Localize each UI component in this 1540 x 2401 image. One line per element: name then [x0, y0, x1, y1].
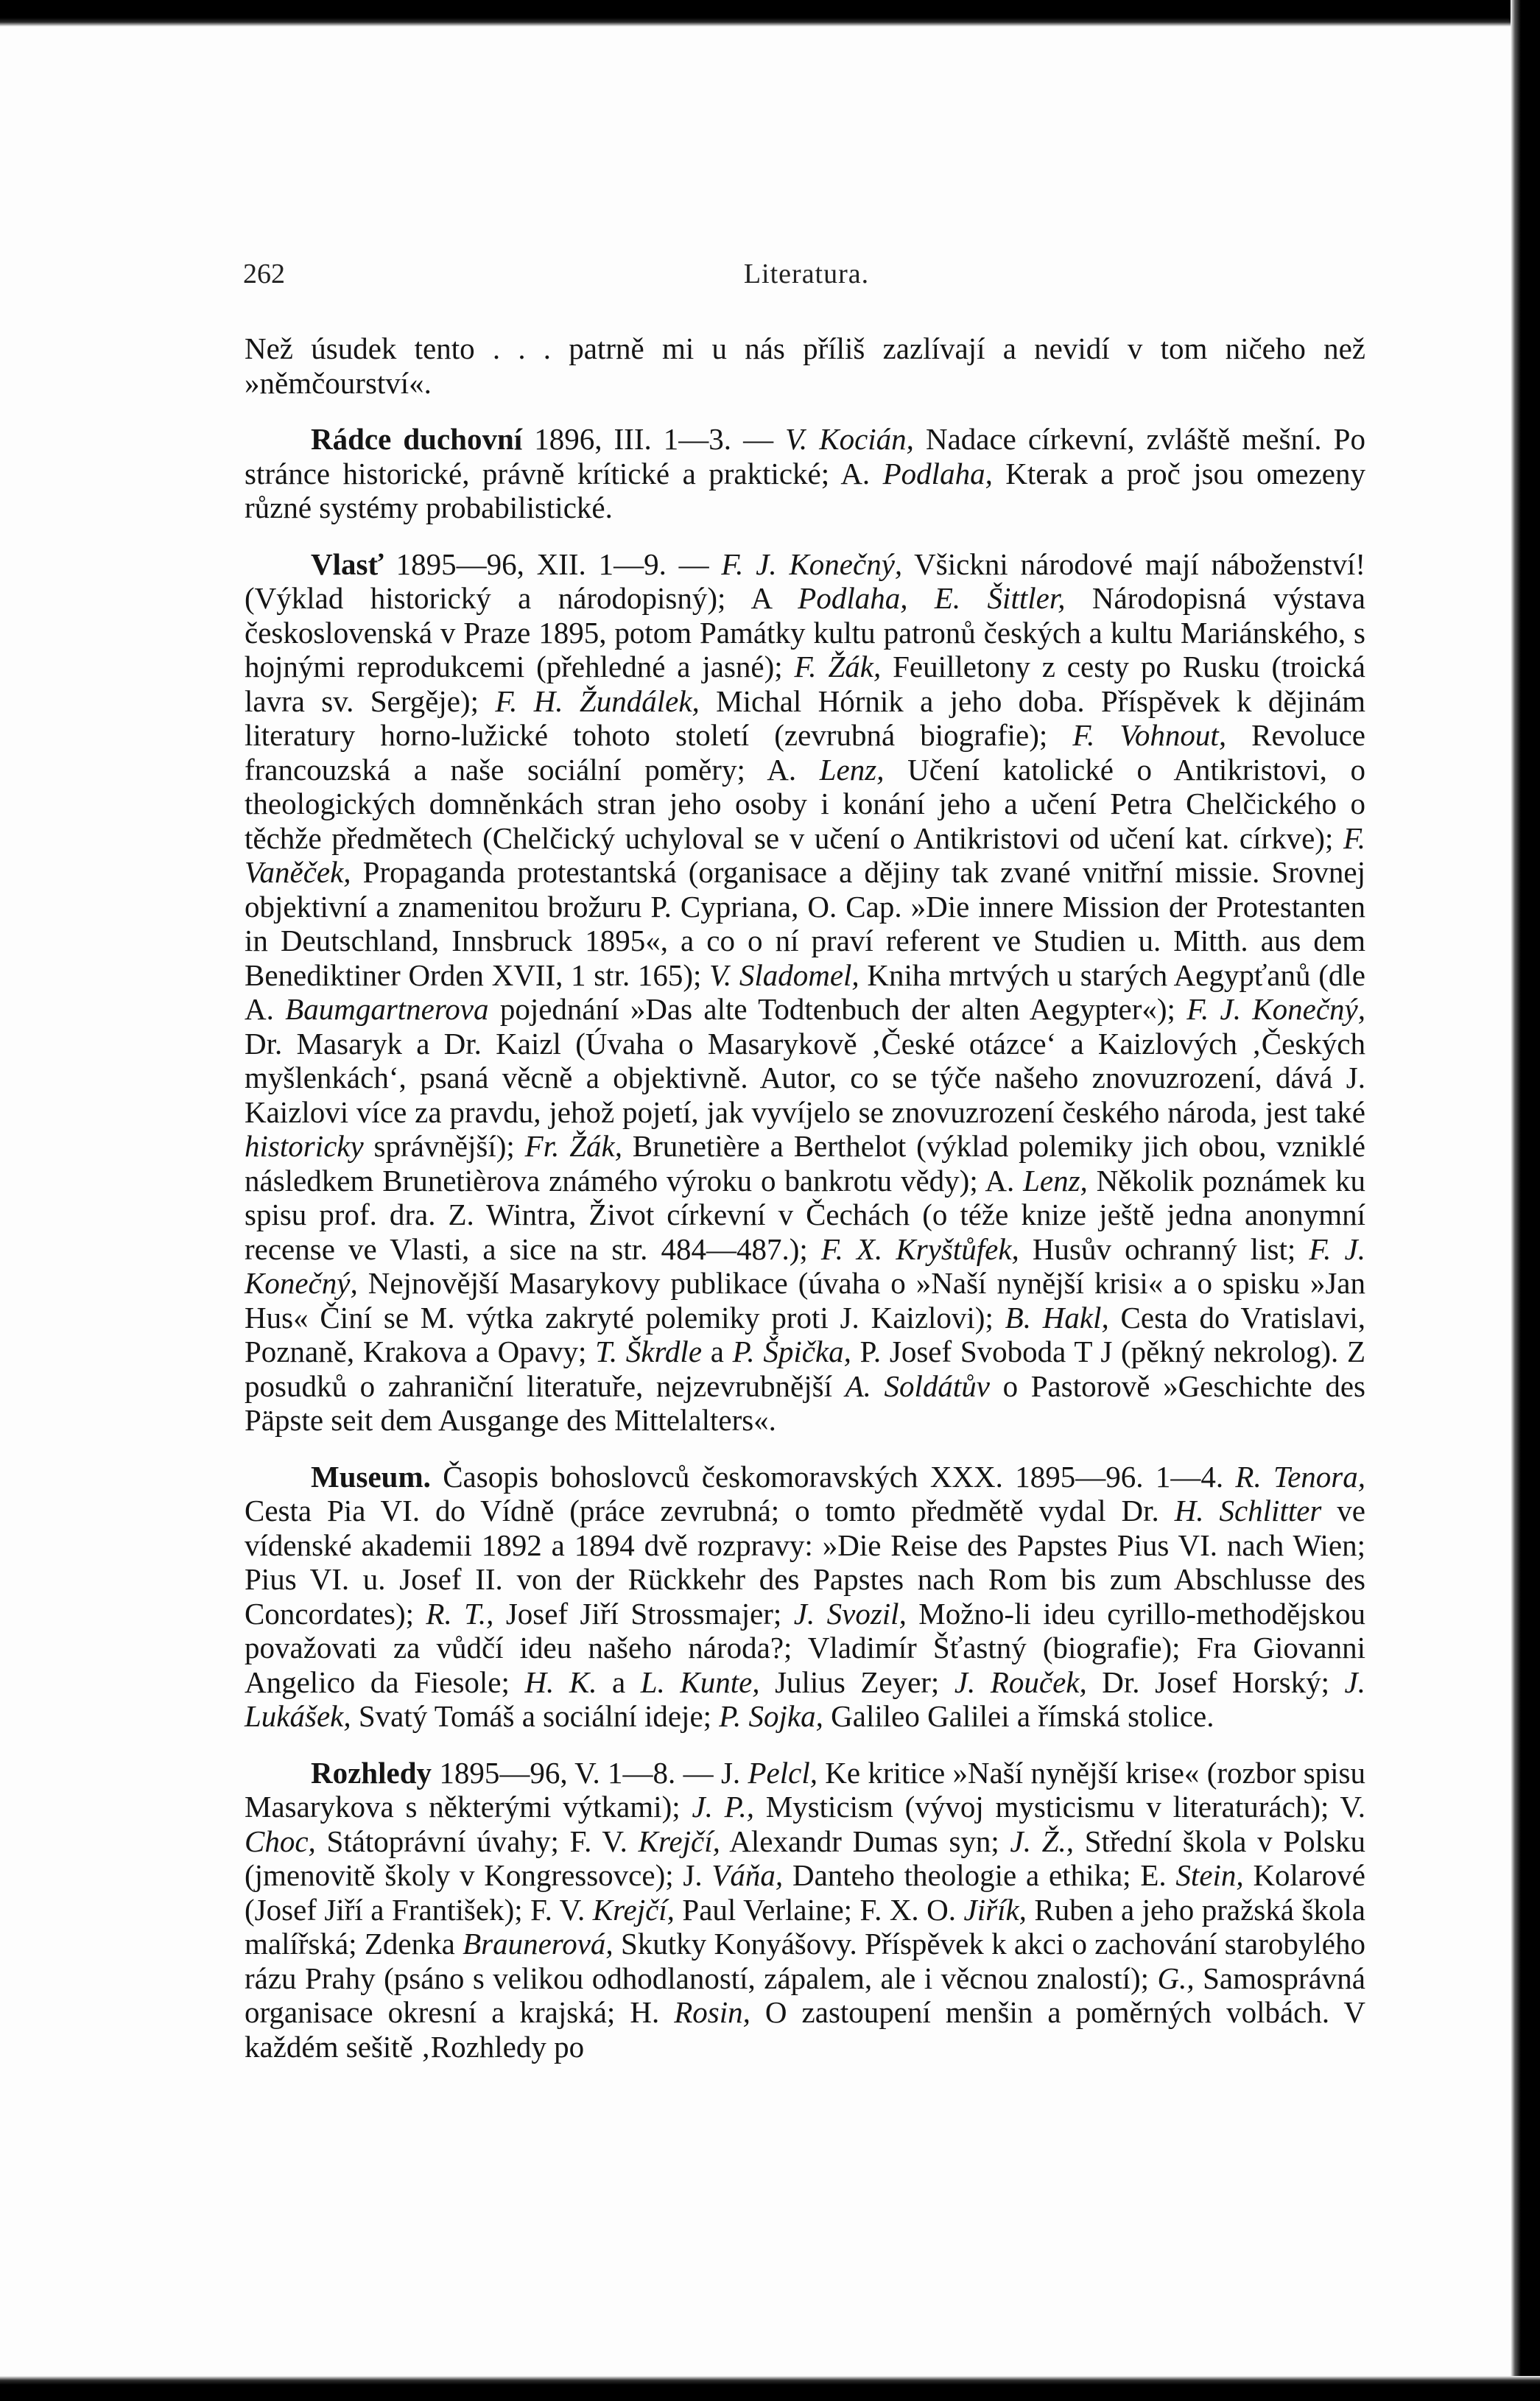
- author-name: J. P.,: [692, 1790, 754, 1824]
- author-name: F. J. Konečný,: [1186, 992, 1365, 1026]
- entry-vlast: Vlasť 1895—96, XII. 1—9. — F. J. Konečný, Všickni národové mají náboženství! (Výklad historický a národopisný); A Podlaha, E. Šittler, Národopisná výstava československá v Praze 1895, potom Památky kultu patronů českých a kultu Mariánského, s hojnými reprodukcemi (přehledné a jasné); F. Žák, Feuilletony z cesty po Rusku (troická lavra sv. Sergěje); F. H. Žundálek, Michal Hórnik a jeho doba. Příspěvek k dějinám literatury horno-lužické tohoto století (zevrubná biografie); F. Vohnout, Revoluce francouzská a naše sociální poměry; A. Lenz, Učení katolické o Antikristovi, o theologických domněnkách stran jeho osoby i konání jeho a učení Petra Chelčického o těchže předmětech (Chelčický uchyloval se v učení o Antikristovi od učení kat. církve); F. Vaněček, Propaganda protestantská (organisace a dějiny tak zvané vnitřní missie. Srovnej objektivní a znamenitou brožuru P. Cypriana, O. Cap. »Die innere Mission der Protestanten in Deutschland, Innsbruck 1895«, a co o ní praví referent ve Studien u. Mitth. aus dem Benediktiner Orden XVII, 1 str. 165); V. Sladomel, Kniha mrtvých u starých Aegypťanů (dle A. Baumgartnerova pojednání »Das alte Todtenbuch der alten Aegypter«); F. J. Konečný, Dr. Masaryk a Dr. Kaizl (Úvaha o Masarykově ‚České otázce‘ a Kaizlových ‚Českých myšlenkách‘, psaná věcně a objektivně. Autor, co se týče našeho znovuzrození, dává J. Kaizlovi více za pravdu, jehož pojetí, jak vyvíjelo se znovuzrození českého národa, jest také historicky správnější); Fr. Žák, Brunetière a Berthelot (výklad polemiky jich obou, vzniklé následkem Brunetièrova známého výroku o bankrotu vědy); A. Lenz, Několik poznámek ku spisu prof. dra. Z. Wintra, Život církevní v Čechách (o téže knize ještě jedna anonymní recense ve Vlasti, a sice na str. 484—487.); F. X. Kryštůfek, Husův ochranný list; F. J. Konečný, Nejnovější Masarykovy publikace (úvaha o »Naší nynější krisi« a o spisku »Jan Hus« Činí se M. výtka zakryté polemiky proti J. Kaizlovi); B. Hakl, Cesta do Vratislavi, Poznaně, Krakova a Opavy; T. Škrdle a P. Špička, P. Josef Svoboda T J (pěkný nekrolog). Z posudků o zahraniční literatuře, nejzevrubnější A. Soldátův o Pastorově »Geschichte des Päpste seit dem Ausgange des Mittelalters«.: [245, 546, 1366, 1437]
- periodical-title: Rozhledy: [311, 1755, 432, 1790]
- author-name: Choc,: [245, 1824, 316, 1858]
- author-name: F. J. Konečný,: [245, 1231, 1365, 1300]
- section-title: Literatura.: [743, 259, 870, 289]
- author-name: R. Tenora,: [1235, 1459, 1365, 1494]
- entry-rozhledy: Rozhledy 1895—96, V. 1—8. — J. Pelcl, Ke kritice »Naší nynější krise« (rozbor spisu Masarykova s některými výtkami); J. P., Mysticism (vývoj mysticismu v literaturách); V. Choc, Státoprávní úvahy; F. V. Krejčí, Alexandr Dumas syn; J. Ž., Střední škola v Polsku (jmenovitě školy v Kongressovce); J. Váňa, Danteho theologie a ethika; E. Stein, Kolarové (Josef Jiří a František); F. V. Krejčí, Paul Verlaine; F. X. O. Jiřík, Ruben a jeho pražská škola malířská; Zdenka Braunerová, Skutky Konyášovy. Příspěvek k akci o zachování starobylého rázu Prahy (psáno s velikou odhodlaností, zápalem, ale i věcnou znalostí); G., Samosprávná organisace okresní a krajská; H. Rosin, O zastoupení menšin a poměrných volbách. V každém sešitě ‚Rozhledy po: [245, 1755, 1366, 2064]
- running-head: [243, 258, 1370, 302]
- author-name: F. Žák,: [794, 650, 882, 683]
- periodical-title: Museum.: [311, 1459, 431, 1494]
- author-name: P. Špička,: [732, 1335, 851, 1368]
- author-name: Podlaha, E. Šittler,: [798, 581, 1066, 615]
- author-name: H. Schlitter: [1174, 1494, 1322, 1528]
- author-name: Braunerová,: [463, 1927, 613, 1961]
- author-name: F. J. Konečný,: [721, 546, 903, 581]
- author-name: Váňa,: [711, 1858, 784, 1892]
- scan-border-top: [0, 0, 1540, 27]
- author-name: F. Vohnout,: [1072, 718, 1227, 752]
- author-name: F. H. Žundálek,: [495, 683, 700, 718]
- intro-paragraph: [245, 331, 1365, 400]
- author-name: F. X. Kryštůfek,: [820, 1231, 1019, 1266]
- author-name: J. Lukášek,: [245, 1664, 1365, 1733]
- entry-museum: Museum. Časopis bohoslovců českomoravských XXX. 1895—96. 1—4. R. Tenora, Cesta Pia VI. do Vídně (práce zevrubná; o tomto předmětě vydal Dr. H. Schlitter ve vídenské akademii 1892 a 1894 dvě rozpravy: »Die Reise des Papstes Pius VI. nach Wien; Pius VI. u. Josef II. von der Rückkehr des Papstes nach Rom bis zum Abschlusse des Concordates); R. T., Josef Jiří Strossmajer; J. Svozil, Možno-li ideu cyrillo-methodějskou považovati za vůdčí ideu našeho národa?; Vladimír Šťastný (biografie); Fra Giovanni Angelico da Fiesole; H. K. a L. Kunte, Julius Zeyer; J. Rouček, Dr. Josef Horský; J. Lukášek, Svatý Tomáš a sociální ideje; P. Sojka, Galileo Galilei a římská stolice.: [245, 1459, 1365, 1733]
- author-name: Krejčí,: [638, 1824, 720, 1858]
- author-name: Lenz,: [1023, 1163, 1088, 1198]
- emphasis-word: historicky: [245, 1129, 364, 1163]
- periodical-title: Vlasť: [311, 546, 384, 581]
- author-name: G.,: [1157, 1961, 1195, 1995]
- author-name: J. Svozil,: [793, 1596, 907, 1631]
- author-name: J. Ž.,: [1010, 1824, 1074, 1858]
- author-name: H. K.: [524, 1664, 597, 1699]
- author-name: V. Kocián,: [785, 422, 914, 456]
- intro-text: Než úsudek tento . . . patrně mi u nás příliš zazlívají a nevidí v tom ničeho než »němčourství«.: [245, 331, 1365, 400]
- author-name: P. Sojka,: [719, 1699, 823, 1733]
- author-name: L. Kunte,: [640, 1664, 760, 1699]
- author-name: F. Vaněček,: [245, 820, 1365, 889]
- scan-border-right: [1511, 0, 1540, 2401]
- author-name: Baumgartnerova: [285, 992, 489, 1026]
- author-name: Krejčí,: [592, 1892, 675, 1927]
- page-number: 262: [243, 259, 285, 289]
- author-name: Rosin,: [674, 1995, 750, 2029]
- author-name: A. Soldátův: [845, 1368, 990, 1403]
- author-name: Podlaha,: [882, 456, 993, 491]
- author-name: J. Rouček,: [954, 1664, 1087, 1699]
- scan-border-bottom: [0, 2376, 1540, 2401]
- author-name: T. Škrdle: [595, 1335, 703, 1368]
- author-name: V. Sladomel,: [709, 957, 859, 992]
- page-body: [245, 331, 1365, 2064]
- author-name: R. T.,: [426, 1596, 494, 1631]
- entry-radce-duchovni: Rádce duchovní 1896, III. 1—3. — V. Kocián, Nadace církevní, zvláště mešní. Po stránce historické, právně krítické a praktické; A. Podlaha, Kterak a proč jsou omezeny různé systémy probabilistické.: [245, 422, 1365, 524]
- author-name: B. Hakl,: [1005, 1300, 1109, 1335]
- author-name: Fr. Žák,: [524, 1129, 622, 1163]
- author-name: Lenz,: [819, 752, 885, 787]
- periodical-title: Rádce duchovní: [311, 422, 523, 456]
- author-name: Jiřík,: [963, 1892, 1027, 1927]
- author-name: Stein,: [1175, 1858, 1244, 1892]
- author-name: Pelcl,: [748, 1755, 818, 1790]
